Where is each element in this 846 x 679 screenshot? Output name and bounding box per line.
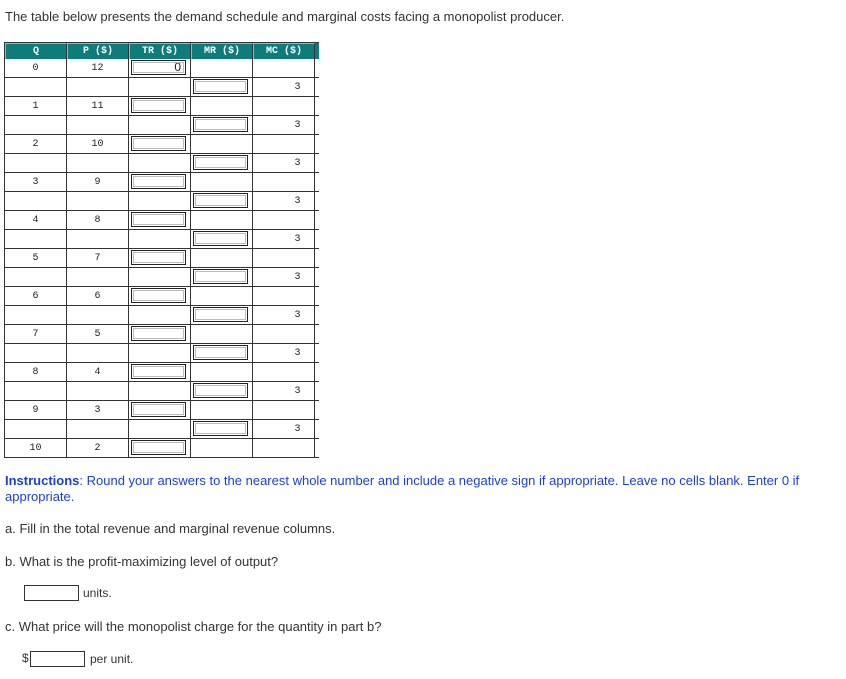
mr-cell <box>191 344 253 362</box>
price-cell: 10 <box>67 135 129 153</box>
mr-cell <box>191 154 253 172</box>
mr-cell <box>191 287 253 305</box>
question-c: c. What price will the monopolist charge for the quantity in part b? <box>5 619 382 634</box>
table-row <box>4 211 319 230</box>
price-cell: 5 <box>67 325 129 343</box>
tr-input[interactable] <box>131 250 186 265</box>
blank-cell <box>129 420 191 438</box>
mr-input[interactable] <box>193 269 248 284</box>
mr-cell <box>191 439 253 457</box>
tr-input[interactable] <box>131 98 186 113</box>
blank-cell <box>5 382 67 400</box>
blank-cell <box>129 382 191 400</box>
blank-cell <box>67 230 129 248</box>
mc-value: 3 <box>253 306 315 324</box>
blank-cell <box>129 268 191 286</box>
q-cell: 4 <box>5 211 67 229</box>
mc-value: 3 <box>253 420 315 438</box>
blank-cell <box>5 78 67 96</box>
mr-cell <box>191 135 253 153</box>
q-cell: 10 <box>5 439 67 457</box>
mc-cell <box>253 287 315 305</box>
marginal-row <box>4 154 319 173</box>
table-row <box>4 59 319 78</box>
q-cell: 6 <box>5 287 67 305</box>
table-row <box>4 363 319 382</box>
demand-schedule-table <box>4 42 319 458</box>
header-total-revenue: TR ($) <box>129 43 191 59</box>
mr-cell <box>191 363 253 381</box>
mr-cell <box>191 249 253 267</box>
blank-cell <box>67 154 129 172</box>
price-cell: 12 <box>67 59 129 77</box>
q-cell: 1 <box>5 97 67 115</box>
header-marginal-cost: MC ($) <box>253 43 315 59</box>
price-cell: 4 <box>67 363 129 381</box>
mr-input[interactable] <box>193 117 248 132</box>
question-b: b. What is the profit-maximizing level of output? <box>5 554 279 569</box>
blank-cell <box>5 344 67 362</box>
blank-cell <box>5 268 67 286</box>
mc-cell <box>253 363 315 381</box>
q-cell: 3 <box>5 173 67 191</box>
marginal-row <box>4 230 319 249</box>
q-cell: 2 <box>5 135 67 153</box>
q-cell: 9 <box>5 401 67 419</box>
table-row <box>4 439 319 458</box>
marginal-row <box>4 344 319 363</box>
mr-cell <box>191 116 253 134</box>
blank-cell <box>129 344 191 362</box>
mr-input[interactable] <box>193 383 248 398</box>
mr-input[interactable] <box>193 79 248 94</box>
tr-cell <box>129 59 191 77</box>
question-a: a. Fill in the total revenue and marginal revenue columns. <box>5 521 336 536</box>
tr-input[interactable] <box>131 136 186 151</box>
mr-cell <box>191 97 253 115</box>
tr-cell <box>129 325 191 343</box>
mr-cell <box>191 59 253 77</box>
price-cell: 9 <box>67 173 129 191</box>
tr-input[interactable] <box>131 288 186 303</box>
mc-cell <box>253 135 315 153</box>
intro-text: The table below presents the demand schedule and marginal costs facing a monopolist producer. <box>5 9 565 24</box>
mr-cell <box>191 211 253 229</box>
marginal-row <box>4 192 319 211</box>
q-cell: 7 <box>5 325 67 343</box>
blank-cell <box>129 78 191 96</box>
blank-cell <box>5 154 67 172</box>
mc-cell <box>253 59 315 77</box>
dollar-sign: $ <box>22 651 29 665</box>
price-cell: 2 <box>67 439 129 457</box>
mr-cell <box>191 325 253 343</box>
marginal-row <box>4 78 319 97</box>
mc-cell <box>253 249 315 267</box>
mr-input[interactable] <box>193 193 248 208</box>
tr-cell <box>129 211 191 229</box>
table-row <box>4 97 319 116</box>
blank-cell <box>67 420 129 438</box>
blank-cell <box>5 192 67 210</box>
table-row <box>4 249 319 268</box>
mc-cell <box>253 401 315 419</box>
mc-cell <box>253 97 315 115</box>
tr-cell <box>129 97 191 115</box>
blank-cell <box>67 382 129 400</box>
blank-cell <box>67 306 129 324</box>
mr-cell <box>191 382 253 400</box>
mc-value: 3 <box>253 268 315 286</box>
mc-cell <box>253 439 315 457</box>
mr-cell <box>191 192 253 210</box>
mc-value: 3 <box>253 154 315 172</box>
blank-cell <box>129 230 191 248</box>
blank-cell <box>129 306 191 324</box>
price-cell: 11 <box>67 97 129 115</box>
mc-value: 3 <box>253 78 315 96</box>
blank-cell <box>129 154 191 172</box>
mr-input[interactable] <box>193 307 248 322</box>
price-cell: 8 <box>67 211 129 229</box>
blank-cell <box>67 344 129 362</box>
mc-value: 3 <box>253 344 315 362</box>
per-unit-label: per unit. <box>90 652 134 666</box>
mr-input[interactable] <box>193 345 248 360</box>
tr-input[interactable]: 0 <box>131 60 186 75</box>
blank-cell <box>5 306 67 324</box>
q-cell: 5 <box>5 249 67 267</box>
table-row <box>4 401 319 420</box>
marginal-row <box>4 116 319 135</box>
tr-cell <box>129 287 191 305</box>
mr-cell <box>191 401 253 419</box>
mr-input[interactable] <box>193 231 248 246</box>
header-price: P ($) <box>67 43 129 59</box>
tr-cell <box>129 401 191 419</box>
units-label: units. <box>83 586 112 600</box>
blank-cell <box>129 192 191 210</box>
blank-cell <box>5 420 67 438</box>
mc-cell <box>253 325 315 343</box>
mr-input[interactable] <box>193 421 248 436</box>
mr-input[interactable] <box>193 155 248 170</box>
mr-cell <box>191 306 253 324</box>
mr-cell <box>191 420 253 438</box>
table-row <box>4 173 319 192</box>
mr-cell <box>191 78 253 96</box>
mc-value: 3 <box>253 192 315 210</box>
tr-cell <box>129 249 191 267</box>
table-row <box>4 287 319 306</box>
output-answer-input[interactable] <box>24 585 79 601</box>
tr-cell <box>129 363 191 381</box>
tr-cell <box>129 173 191 191</box>
marginal-row <box>4 306 319 325</box>
tr-cell <box>129 135 191 153</box>
table-row <box>4 135 319 154</box>
header-q: Q <box>5 43 67 59</box>
tr-input[interactable] <box>131 402 186 417</box>
tr-cell <box>129 439 191 457</box>
blank-cell <box>67 78 129 96</box>
price-answer-input[interactable] <box>30 651 85 667</box>
mc-value: 3 <box>253 116 315 134</box>
mr-cell <box>191 173 253 191</box>
blank-cell <box>67 268 129 286</box>
blank-cell <box>5 230 67 248</box>
price-cell: 3 <box>67 401 129 419</box>
mr-cell <box>191 230 253 248</box>
instructions: Instructions: Round your answers to the nearest whole number and include a negative sign if appropriate. Leave no cells blank. Enter 0 if appropriate. <box>5 473 800 504</box>
tr-input[interactable] <box>131 174 186 189</box>
blank-cell <box>129 116 191 134</box>
blank-cell <box>67 192 129 210</box>
mc-cell <box>253 173 315 191</box>
marginal-row <box>4 420 319 439</box>
q-cell: 0 <box>5 59 67 77</box>
mc-value: 3 <box>253 230 315 248</box>
tr-input[interactable] <box>131 212 186 227</box>
marginal-row <box>4 268 319 287</box>
price-cell: 6 <box>67 287 129 305</box>
marginal-row <box>4 382 319 401</box>
header-marginal-revenue: MR ($) <box>191 43 253 59</box>
price-cell: 7 <box>67 249 129 267</box>
tr-input[interactable] <box>131 440 186 455</box>
q-cell: 8 <box>5 363 67 381</box>
mc-value: 3 <box>253 382 315 400</box>
mc-cell <box>253 211 315 229</box>
table-row <box>4 325 319 344</box>
table-header <box>4 43 319 59</box>
blank-cell <box>5 116 67 134</box>
tr-input[interactable] <box>131 326 186 341</box>
mr-cell <box>191 268 253 286</box>
blank-cell <box>67 116 129 134</box>
tr-input[interactable] <box>131 364 186 379</box>
